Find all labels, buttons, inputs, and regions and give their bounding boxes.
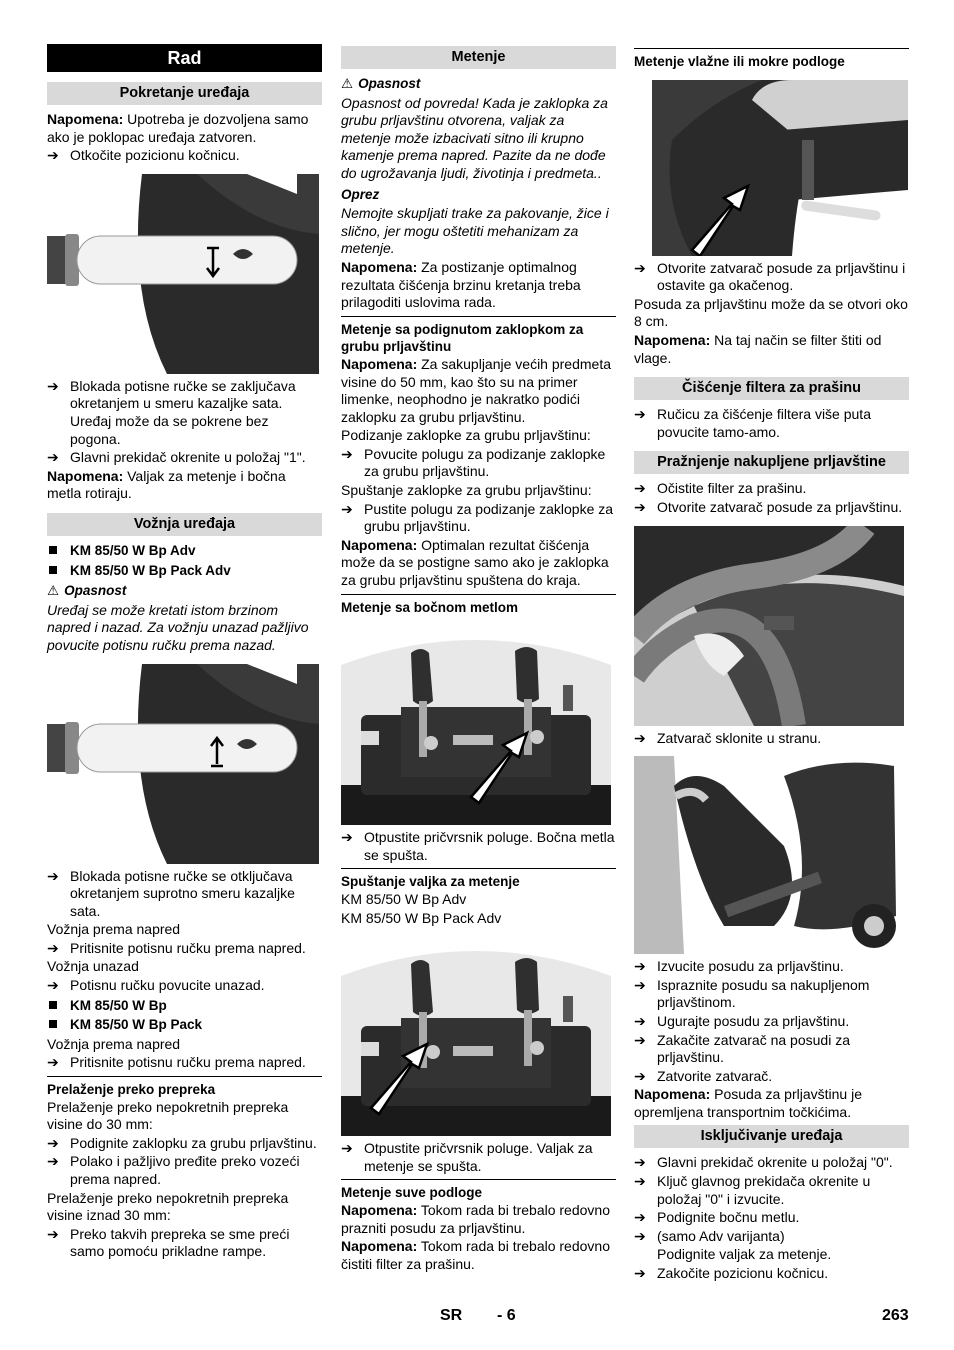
arrow-icon: ➔: [47, 377, 59, 394]
section-title: Rad: [47, 44, 322, 72]
step: ➔ Pustite polugu za podizanje zaklopke za grubu prljavštinu.: [341, 500, 614, 535]
step: ➔ Ugurajte posudu za prljavštinu.: [634, 1012, 850, 1029]
step: ➔ Otvorite zatvarač posude za prljavštinu i ostavite ga okačenog.: [634, 259, 906, 294]
arrow-icon: ➔: [47, 867, 59, 884]
off-step-4b: Podignite valjak za metenje.: [657, 1246, 832, 1263]
dry-note-1: Napomena: Tokom rada bi trebalo redovno prazniti posudu za prljavštinu.: [341, 1201, 610, 1236]
column-1: [47, 44, 322, 1262]
obstacle-p2: Prelaženje preko nepokretnih prepreka visine iznad 30 mm:: [47, 1189, 289, 1224]
step: ➔ Glavni prekidač okrenite u položaj "1".: [47, 449, 306, 466]
flap-note: Napomena: Za sakupljanje većih predmeta visine do 50 mm, kao što su na primer limenke, neophodno je nakratko podići zaklopku za grubu prljavštinu.: [341, 355, 612, 425]
step: ➔ Ručicu za čišćenje filtera više puta povucite tamo-amo.: [634, 406, 871, 440]
drive-warning: Uređaj se može kretati istom brzinom napred i nazad. Za vožnju unazad pažljivo povucite potisnu ručku prema nazad.: [47, 601, 309, 653]
model-bullet: KM 85/50 W Bp Pack: [47, 1016, 322, 1034]
arrow-icon: ➔: [47, 977, 59, 994]
step: ➔ Otpustite pričvrsnik poluge. Valjak za metenje se spušta.: [341, 1140, 593, 1174]
arrow-icon: ➔: [47, 1153, 59, 1170]
roller-model-2: KM 85/50 W Bp Pack Adv: [341, 909, 502, 926]
heading-start: Pokretanje uređaja: [47, 82, 322, 105]
latch-aside-photo: [634, 526, 904, 726]
step: ➔ Preko takvih prepreka se sme preći samo pomoću prikladne rampe.: [47, 1225, 290, 1260]
subheading-wet: Metenje vlažne ili mokre podloge: [634, 48, 909, 71]
latch-open-photo: [652, 80, 908, 256]
arrow-icon: ➔: [634, 498, 646, 515]
levers-photo-side-brush: [341, 625, 611, 825]
arrow-icon: ➔: [341, 500, 353, 517]
arrow-icon: ➔: [47, 1134, 59, 1151]
arrow-icon: ➔: [341, 829, 353, 846]
wet-p1: Posuda za prljavštinu može da se otvori oko 8 cm.: [634, 295, 908, 330]
arrow-icon: ➔: [47, 939, 59, 956]
step: ➔ Podignite bočnu metlu.: [634, 1209, 800, 1226]
pull-container-photo: [634, 756, 904, 954]
handle-unlock-photo: [47, 664, 319, 864]
empty-note: Napomena: Posuda za prljavštinu je opremljena transportnim točkićima.: [634, 1086, 862, 1120]
step: ➔ Zatvorite zatvarač.: [634, 1067, 773, 1084]
arrow-icon: ➔: [47, 1054, 59, 1071]
danger-label: ⚠ Opasnost: [47, 583, 127, 599]
arrow-icon: ➔: [634, 480, 646, 497]
step: ➔ Blokada potisne ručke se zaključava okretanjem u smeru kazaljke sata. Uređaj može da se pokrene bez pogona.: [47, 377, 296, 447]
arrow-icon: ➔: [634, 1227, 646, 1244]
heading-sweep: Metenje: [341, 46, 616, 69]
arrow-icon: ➔: [634, 1031, 646, 1048]
step: ➔ Glavni prekidač okrenite u položaj "0".: [634, 1154, 893, 1171]
heading-filter: Čišćenje filtera za prašinu: [634, 377, 909, 400]
step: ➔ Podignite zaklopku za grubu prljavštinu.: [47, 1134, 317, 1151]
warning-icon: ⚠: [47, 583, 60, 599]
step: ➔ Pritisnite potisnu ručku prema napred.: [47, 939, 306, 956]
arrow-icon: ➔: [634, 1173, 646, 1190]
arrow-icon: ➔: [634, 1067, 646, 1084]
obstacle-p1: Prelaženje preko nepokretnih prepreka visine do 30 mm:: [47, 1098, 289, 1133]
backward-label: Vožnja unazad: [47, 958, 139, 975]
caution-label: Oprez: [341, 186, 380, 202]
heading-off: Isključivanje uređaja: [634, 1125, 909, 1148]
arrow-icon: ➔: [634, 1154, 646, 1171]
start-note-2: Napomena: Valjak za metenje i bočna metla rotiraju.: [47, 467, 286, 502]
arrow-icon: ➔: [47, 449, 59, 466]
arrow-icon: ➔: [341, 1140, 353, 1157]
column-3: [634, 44, 909, 1284]
forward-label-2: Vožnja prema napred: [47, 1035, 181, 1052]
start-note: Napomena: Upotreba je dozvoljena samo ako je poklopac uređaja zatvoren.: [47, 111, 309, 145]
model-bullet: KM 85/50 W Bp: [47, 997, 322, 1015]
levers-photo-roller: [341, 936, 611, 1136]
arrow-icon: ➔: [634, 259, 646, 276]
step: ➔ (samo Adv varijanta): [634, 1227, 785, 1244]
arrow-icon: ➔: [634, 729, 646, 746]
column-2: [341, 44, 616, 1274]
footer-page-number: 263: [882, 1307, 909, 1324]
subheading-sidebrush: Metenje sa bočnom metlom: [341, 594, 616, 617]
sweep-caution: Nemojte skupljati trake za pakovanje, žice i slično, jer mogu oštetiti mehanizam za metenje.: [341, 205, 609, 257]
arrow-icon: ➔: [634, 1209, 646, 1226]
step: ➔ Blokada potisne ručke se otključava okretanjem suprotno smeru kazaljke sata.: [47, 867, 295, 919]
step: ➔ Potisnu ručku povucite unazad.: [47, 977, 265, 994]
step: ➔ Ispraznite posudu sa nakupljenom prljavštinom.: [634, 976, 870, 1011]
step: ➔ Polako i pažljivo pređite preko vozeći prema napred.: [47, 1153, 300, 1187]
step: ➔ Zakačite zatvarač na posudi za prljavštinu.: [634, 1031, 850, 1066]
arrow-icon: ➔: [634, 1265, 646, 1282]
arrow-icon: ➔: [341, 445, 353, 462]
step: ➔ Otvorite zatvarač posude za prljavštinu.: [634, 498, 903, 515]
footer-page-local: - 6: [497, 1307, 516, 1324]
warning-icon: ⚠: [341, 76, 354, 91]
roller-model-1: KM 85/50 W Bp Adv: [341, 891, 467, 907]
forward-label: Vožnja prema napred: [47, 921, 181, 938]
arrow-icon: ➔: [634, 1012, 646, 1029]
step: ➔ Izvucite posudu za prljavštinu.: [634, 958, 844, 975]
arrow-icon: ➔: [634, 958, 646, 975]
arrow-icon: ➔: [634, 976, 646, 993]
step: ➔ Povucite polugu za podizanje zaklopke za grubu prljavštinu.: [341, 445, 606, 480]
subheading-dry: Metenje suve podloge: [341, 1179, 616, 1202]
step: ➔ Pritisnite potisnu ručku prema napred.: [47, 1054, 306, 1071]
arrow-icon: ➔: [47, 1225, 59, 1242]
sweep-warning: Opasnost od povreda! Kada je zaklopka za grubu prljavštinu otvorena, valjak za metenje može izbacivati sitno ili krupno kamenje prema napred. Pazite da ne dođe do ugrožavanja ljudi, životinja i predmeta..: [341, 94, 608, 181]
arrow-icon: ➔: [634, 406, 646, 423]
step: ➔ Ključ glavnog prekidača okrenite u položaj "0" i izvucite.: [634, 1173, 871, 1207]
flap-lower-label: Spuštanje zaklopke za grubu prljavštinu:: [341, 482, 592, 499]
subheading-roller: Spuštanje valjka za metenje: [341, 868, 616, 891]
heading-empty: Pražnjenje nakupljene prljavštine: [634, 451, 909, 474]
flap-note-2: Napomena: Optimalan rezultat čišćenja može da se postigne samo ako je zaklopka za grubu prljavštinu spuštena do kraja.: [341, 536, 609, 589]
model-bullet: KM 85/50 W Bp Adv: [47, 542, 322, 560]
danger-label: ⚠ Opasnost: [341, 76, 421, 91]
wet-note: Napomena: Na taj način se filter štiti od vlage.: [634, 331, 882, 366]
flap-raise-label: Podizanje zaklopke za grubu prljavštinu:: [341, 427, 591, 444]
heading-drive: Vožnja uređaja: [47, 513, 322, 536]
step: ➔ Otpustite pričvrsnik poluge. Bočna metla se spušta.: [341, 829, 615, 863]
subheading-obstacle: Prelaženje preko prepreka: [47, 1076, 322, 1099]
dry-note-2: Napomena: Tokom rada bi trebalo redovno čistiti filter za prašinu.: [341, 1238, 610, 1272]
step: ➔ Zakočite pozicionu kočnicu.: [634, 1265, 829, 1282]
step: ➔ Otkočite pozicionu kočnicu.: [47, 147, 240, 164]
sweep-note: Napomena: Za postizanje optimalnog rezultata čišćenja brzinu kretanja treba prilagoditi uslovima rada.: [341, 258, 581, 311]
subheading-flap: Metenje sa podignutom zaklopkom za grubu prljavštinu: [341, 316, 616, 356]
handle-lock-photo: [47, 174, 319, 374]
arrow-icon: ➔: [47, 147, 59, 164]
footer-language: SR: [440, 1307, 463, 1324]
model-bullet: KM 85/50 W Bp Pack Adv: [47, 562, 322, 580]
step: ➔ Očistite filter za prašinu.: [634, 480, 807, 497]
step: ➔ Zatvarač sklonite u stranu.: [634, 729, 822, 746]
